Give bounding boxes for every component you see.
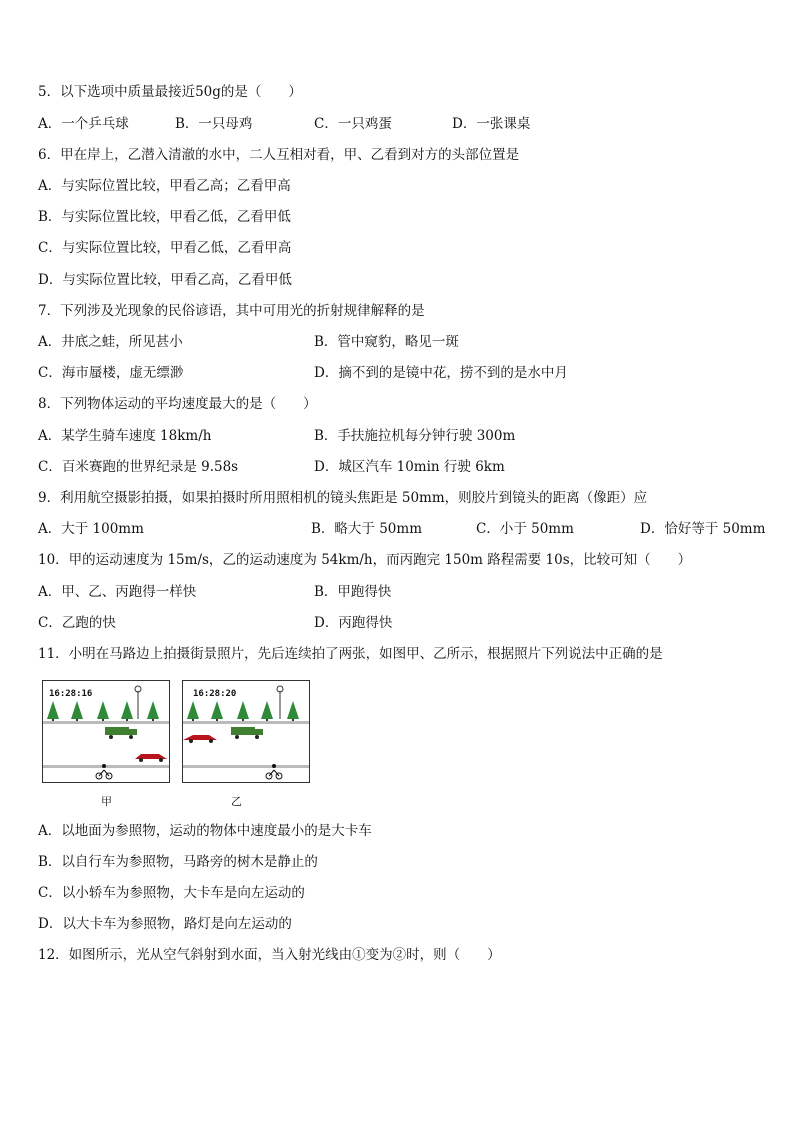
tree-row-icon [187,701,299,722]
photo-jia-caption: 甲 [101,795,112,808]
street-scene-jia [43,681,169,782]
q5-option-a: A．一个乒乓球 [38,116,129,132]
q6-stem: 6．甲在岸上，乙潜入清澈的水中，二人互相对看，甲、乙看到对方的头部位置是 [38,147,520,163]
q9-option-b: B．略大于 50mm [311,521,422,537]
q11-option-d: D．以大卡车为参照物，路灯是向左运动的 [38,916,292,932]
q7-option-d: D．摘不到的是镜中花，捞不到的是水中月 [314,365,568,381]
q8-option-c: C．百米赛跑的世界纪录是 9.58s [38,459,239,475]
q7-stem: 7．下列涉及光现象的民俗谚语，其中可用光的折射规律解释的是 [38,303,425,319]
street-lamp-icon [135,686,141,719]
photo-jia-timestamp: 16:28:16 [49,689,93,699]
q10-option-c: C．乙跑的快 [38,615,116,631]
truck-icon [231,727,263,739]
q9-stem: 9．利用航空摄影拍摄，如果拍摄时所用照相机的镜头焦距是 50mm，则胶片到镜头的距离（像距）应 [38,490,648,506]
car-icon [183,735,217,743]
photo-yi-timestamp: 16:28:20 [193,689,237,699]
q10-option-a: A．甲、乙、丙跑得一样快 [38,584,197,600]
q6-option-c: C．与实际位置比较，甲看乙低，乙看甲高 [38,240,292,256]
photo-yi-caption: 乙 [231,795,242,808]
q8-option-b: B．手扶施拉机每分钟行驶 300m [314,428,516,444]
street-photo-jia [42,680,170,783]
q9-option-d: D．恰好等于 50mm [640,521,766,537]
q10-stem: 10．甲的运动速度为 15m/s，乙的运动速度为 54km/h，而丙跑完 150m 路程需要 10s，比较可知（ ） [38,552,692,568]
tree-row-icon [47,701,159,722]
q11-option-a: A．以地面为参照物，运动的物体中速度最小的是大卡车 [38,823,372,839]
q5-option-d: D．一张课桌 [452,116,531,132]
q10-option-d: D．丙跑得快 [314,615,393,631]
truck-icon [105,727,137,739]
q10-option-b: B．甲跑得快 [314,584,392,600]
q7-option-c: C．海市蜃楼，虚无缥渺 [38,365,184,381]
q9-option-a: A．大于 100mm [38,521,144,537]
q8-option-a: A．某学生骑车速度 18km/h [38,428,212,444]
street-photo-yi [182,680,310,783]
q11-option-c: C．以小轿车为参照物，大卡车是向左运动的 [38,885,305,901]
q8-option-d: D．城区汽车 10min 行驶 6km [314,459,505,475]
q11-stem: 11．小明在马路边上拍摄街景照片，先后连续拍了两张，如图甲、乙所示，根据照片下列说法中正确的是 [38,646,663,662]
q6-option-b: B．与实际位置比较，甲看乙低，乙看甲低 [38,209,291,225]
q7-option-a: A．井底之蛙，所见甚小 [38,334,183,350]
q5-option-b: B．一只母鸡 [175,116,253,132]
q9-option-c: C．小于 50mm [476,521,574,537]
q8-stem: 8．下列物体运动的平均速度最大的是（ ） [38,396,317,412]
q6-option-d: D．与实际位置比较，甲看乙高，乙看甲低 [38,272,292,288]
q7-option-b: B．管中窥豹，略见一斑 [314,334,459,350]
street-scene-yi [183,681,309,782]
car-icon [135,754,167,762]
q11-option-b: B．以自行车为参照物，马路旁的树木是静止的 [38,854,318,870]
q12-stem: 12．如图所示，光从空气斜射到水面，当入射光线由①变为②时，则（ ） [38,947,501,963]
q5-stem: 5．以下选项中质量最接近50g的是（ ） [38,84,302,100]
street-lamp-icon [277,686,283,719]
q6-option-a: A．与实际位置比较，甲看乙高；乙看甲高 [38,178,291,194]
q5-option-c: C．一只鸡蛋 [314,116,392,132]
